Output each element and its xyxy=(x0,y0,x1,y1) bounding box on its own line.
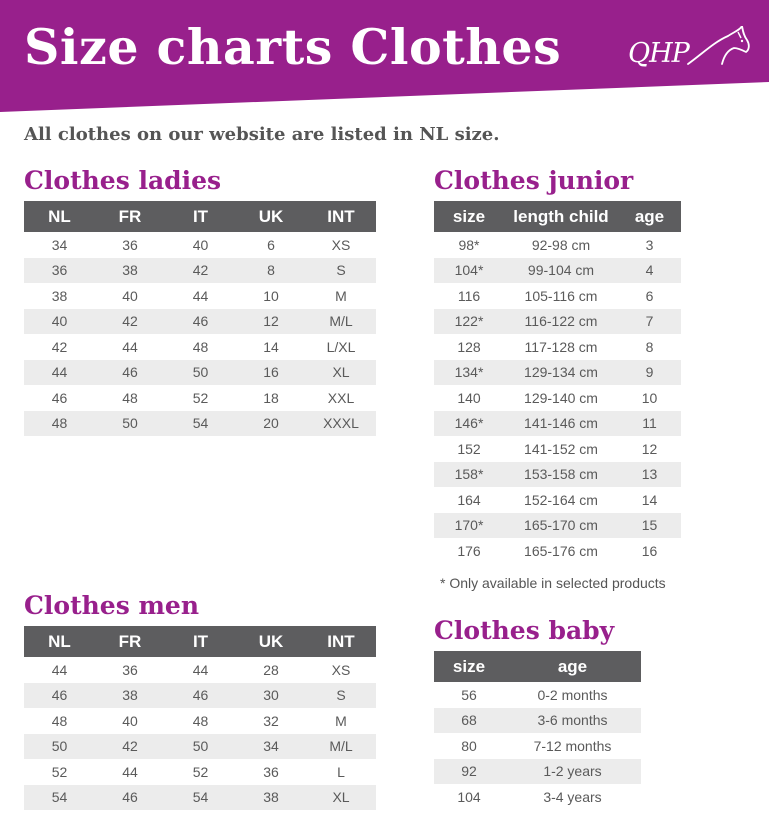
junior-size-table xyxy=(434,201,681,564)
table-cell: 104* xyxy=(434,258,504,284)
table-cell: 99-104 cm xyxy=(504,258,618,284)
baby-size-table xyxy=(434,651,641,810)
table-cell: 104 xyxy=(457,788,481,805)
table-cell: 3-4 years xyxy=(543,788,602,805)
intro-text: All clothes on our website are listed in NL size. xyxy=(24,124,500,145)
table-row xyxy=(434,487,681,513)
table-cell: 7 xyxy=(618,309,681,335)
table-cell: 36 xyxy=(122,236,138,253)
table-cell: S xyxy=(306,683,376,709)
table-cell: 52 xyxy=(51,763,68,780)
table-cell: 129-134 cm xyxy=(504,360,618,386)
table-row xyxy=(434,759,641,785)
table-cell: 52 xyxy=(192,763,209,780)
table-cell: 116 xyxy=(457,287,481,304)
table-cell: 165-176 cm xyxy=(524,542,598,559)
table-row xyxy=(434,708,641,734)
table-cell: 18 xyxy=(263,389,279,406)
table-row xyxy=(24,657,376,683)
table-cell: 48 xyxy=(192,338,209,355)
table-cell: M xyxy=(335,712,347,729)
table-cell: 9 xyxy=(618,360,681,386)
table-cell: 16 xyxy=(236,360,306,386)
column-header: IT xyxy=(165,201,236,232)
table-cell: 50 xyxy=(165,734,236,760)
table-cell: 52 xyxy=(192,389,209,406)
table-cell: 12 xyxy=(641,440,658,457)
table-cell: 46 xyxy=(24,683,95,709)
table-row xyxy=(24,232,376,258)
table-row xyxy=(24,360,376,386)
table-row xyxy=(24,785,376,811)
table-row xyxy=(434,733,641,759)
table-row xyxy=(24,734,376,760)
table-row xyxy=(434,283,681,309)
table-cell: 36 xyxy=(122,661,138,678)
table-cell: 105-116 cm xyxy=(524,287,598,304)
table-cell: 42 xyxy=(165,258,236,284)
table-row xyxy=(24,683,376,709)
table-cell: 140 xyxy=(457,389,481,406)
table-cell: 4 xyxy=(618,258,681,284)
table-cell: M xyxy=(335,287,347,304)
table-cell: M/L xyxy=(306,734,376,760)
table-cell: 48 xyxy=(24,411,95,437)
column-header: size xyxy=(434,201,504,232)
table-cell: 3-6 months xyxy=(504,708,641,734)
table-cell: 42 xyxy=(95,309,165,335)
table-row xyxy=(24,283,376,309)
table-cell: 153-158 cm xyxy=(504,462,618,488)
table-cell: L xyxy=(337,763,345,780)
table-row xyxy=(434,309,681,335)
table-cell: 46 xyxy=(165,683,236,709)
table-cell: 6 xyxy=(267,236,275,253)
table-cell: 54 xyxy=(165,785,236,811)
table-cell: 68 xyxy=(434,708,504,734)
table-cell: 122* xyxy=(434,309,504,335)
table-cell: 7-12 months xyxy=(533,737,612,754)
page-title: Size charts Clothes xyxy=(24,18,562,76)
baby-title: Clothes baby xyxy=(434,616,615,645)
column-header: INT xyxy=(306,201,376,232)
table-cell: 141-152 cm xyxy=(524,440,598,457)
table-cell: 152 xyxy=(457,440,481,457)
table-cell: 170* xyxy=(434,513,504,539)
table-cell: 44 xyxy=(122,338,138,355)
table-cell: XXXL xyxy=(306,411,376,437)
table-cell: 48 xyxy=(192,712,209,729)
table-cell: 129-140 cm xyxy=(524,389,598,406)
table-cell: 46 xyxy=(51,389,68,406)
table-cell: 50 xyxy=(95,411,165,437)
table-cell: 92-98 cm xyxy=(531,236,591,253)
table-cell: 38 xyxy=(95,683,165,709)
table-cell: 0-2 months xyxy=(537,686,608,703)
table-cell: 44 xyxy=(122,763,138,780)
table-cell: 50 xyxy=(24,734,95,760)
table-cell: 38 xyxy=(95,258,165,284)
table-cell: 12 xyxy=(236,309,306,335)
table-cell: 36 xyxy=(24,258,95,284)
table-row xyxy=(434,334,681,360)
table-cell: 46 xyxy=(95,785,165,811)
table-cell: 146* xyxy=(434,411,504,437)
table-cell: 128 xyxy=(457,338,481,355)
table-cell: 54 xyxy=(165,411,236,437)
table-cell: 40 xyxy=(24,309,95,335)
table-row xyxy=(434,538,681,564)
table-row xyxy=(24,708,376,734)
table-cell: 165-170 cm xyxy=(504,513,618,539)
column-header: length child xyxy=(504,201,618,232)
table-cell: 10 xyxy=(641,389,658,406)
table-cell: 8 xyxy=(645,338,654,355)
table-cell: 28 xyxy=(263,661,279,678)
table-cell: 1-2 years xyxy=(504,759,641,785)
column-header: age xyxy=(504,651,641,682)
table-header-row xyxy=(434,651,641,682)
table-row xyxy=(434,411,681,437)
table-cell: 34 xyxy=(236,734,306,760)
table-row xyxy=(24,334,376,360)
table-cell: 44 xyxy=(192,661,209,678)
horse-head-icon xyxy=(684,26,750,72)
table-row xyxy=(434,436,681,462)
table-row xyxy=(24,385,376,411)
table-cell: 14 xyxy=(263,338,279,355)
table-cell: XL xyxy=(306,785,376,811)
table-cell: XXL xyxy=(327,389,355,406)
table-cell: 98* xyxy=(458,236,480,253)
table-header-row xyxy=(24,626,376,657)
table-row xyxy=(434,682,641,708)
table-cell: S xyxy=(306,258,376,284)
table-header-row xyxy=(434,201,681,232)
column-header: FR xyxy=(95,626,165,657)
table-cell: 50 xyxy=(165,360,236,386)
table-cell: XL xyxy=(306,360,376,386)
table-cell: 32 xyxy=(263,712,279,729)
table-cell: 134* xyxy=(434,360,504,386)
table-row xyxy=(24,309,376,335)
table-cell: 16 xyxy=(641,542,658,559)
table-row xyxy=(434,360,681,386)
table-cell: 46 xyxy=(95,360,165,386)
table-cell: 15 xyxy=(618,513,681,539)
table-cell: 20 xyxy=(236,411,306,437)
table-cell: XS xyxy=(331,661,351,678)
qhp-logo xyxy=(628,26,750,72)
table-cell: 13 xyxy=(618,462,681,488)
table-cell: 8 xyxy=(236,258,306,284)
column-header: IT xyxy=(165,626,236,657)
table-cell: 158* xyxy=(434,462,504,488)
table-cell: L/XL xyxy=(326,338,356,355)
table-cell: 38 xyxy=(51,287,68,304)
table-cell: 48 xyxy=(122,389,138,406)
table-row xyxy=(434,784,641,810)
table-row xyxy=(434,513,681,539)
table-cell: 38 xyxy=(236,785,306,811)
table-cell: 42 xyxy=(51,338,68,355)
column-header: NL xyxy=(24,626,95,657)
table-cell: 56 xyxy=(461,686,477,703)
table-cell: 80 xyxy=(461,737,477,754)
table-cell: 116-122 cm xyxy=(504,309,618,335)
men-size-table xyxy=(24,626,376,810)
table-cell: 14 xyxy=(641,491,658,508)
table-cell: 40 xyxy=(192,236,209,253)
table-cell: 6 xyxy=(645,287,654,304)
table-cell: 10 xyxy=(263,287,279,304)
column-header: INT xyxy=(306,626,376,657)
ladies-title: Clothes ladies xyxy=(24,166,222,195)
table-cell: 176 xyxy=(457,542,481,559)
junior-title: Clothes junior xyxy=(434,166,634,195)
table-cell: 40 xyxy=(122,287,138,304)
column-header: FR xyxy=(95,201,165,232)
table-cell: 44 xyxy=(51,661,68,678)
table-row xyxy=(434,385,681,411)
table-row xyxy=(434,462,681,488)
men-title: Clothes men xyxy=(24,591,200,620)
table-cell: 44 xyxy=(192,287,209,304)
column-header: UK xyxy=(236,201,306,232)
table-row xyxy=(24,759,376,785)
table-cell: 40 xyxy=(122,712,138,729)
table-cell: 46 xyxy=(165,309,236,335)
column-header: NL xyxy=(24,201,95,232)
table-cell: 54 xyxy=(24,785,95,811)
table-cell: XS xyxy=(331,236,351,253)
column-header: size xyxy=(434,651,504,682)
table-cell: 117-128 cm xyxy=(524,338,598,355)
table-cell: 30 xyxy=(236,683,306,709)
table-cell: 11 xyxy=(618,411,681,437)
table-row xyxy=(434,232,681,258)
table-cell: 44 xyxy=(24,360,95,386)
table-cell: 164 xyxy=(457,491,481,508)
ladies-size-table xyxy=(24,201,376,436)
table-cell: 48 xyxy=(51,712,68,729)
table-cell: 152-164 cm xyxy=(524,491,598,508)
junior-footnote: * Only available in selected products xyxy=(440,575,666,591)
table-cell: 34 xyxy=(51,236,68,253)
column-header: UK xyxy=(236,626,306,657)
table-cell: 141-146 cm xyxy=(504,411,618,437)
table-row xyxy=(434,258,681,284)
table-cell: 36 xyxy=(263,763,279,780)
logo-text: QHP xyxy=(628,38,689,69)
table-cell: M/L xyxy=(306,309,376,335)
table-cell: 42 xyxy=(95,734,165,760)
table-row xyxy=(24,411,376,437)
table-cell: 92 xyxy=(434,759,504,785)
table-cell: 3 xyxy=(645,236,654,253)
table-row xyxy=(24,258,376,284)
column-header: age xyxy=(618,201,681,232)
table-header-row xyxy=(24,201,376,232)
